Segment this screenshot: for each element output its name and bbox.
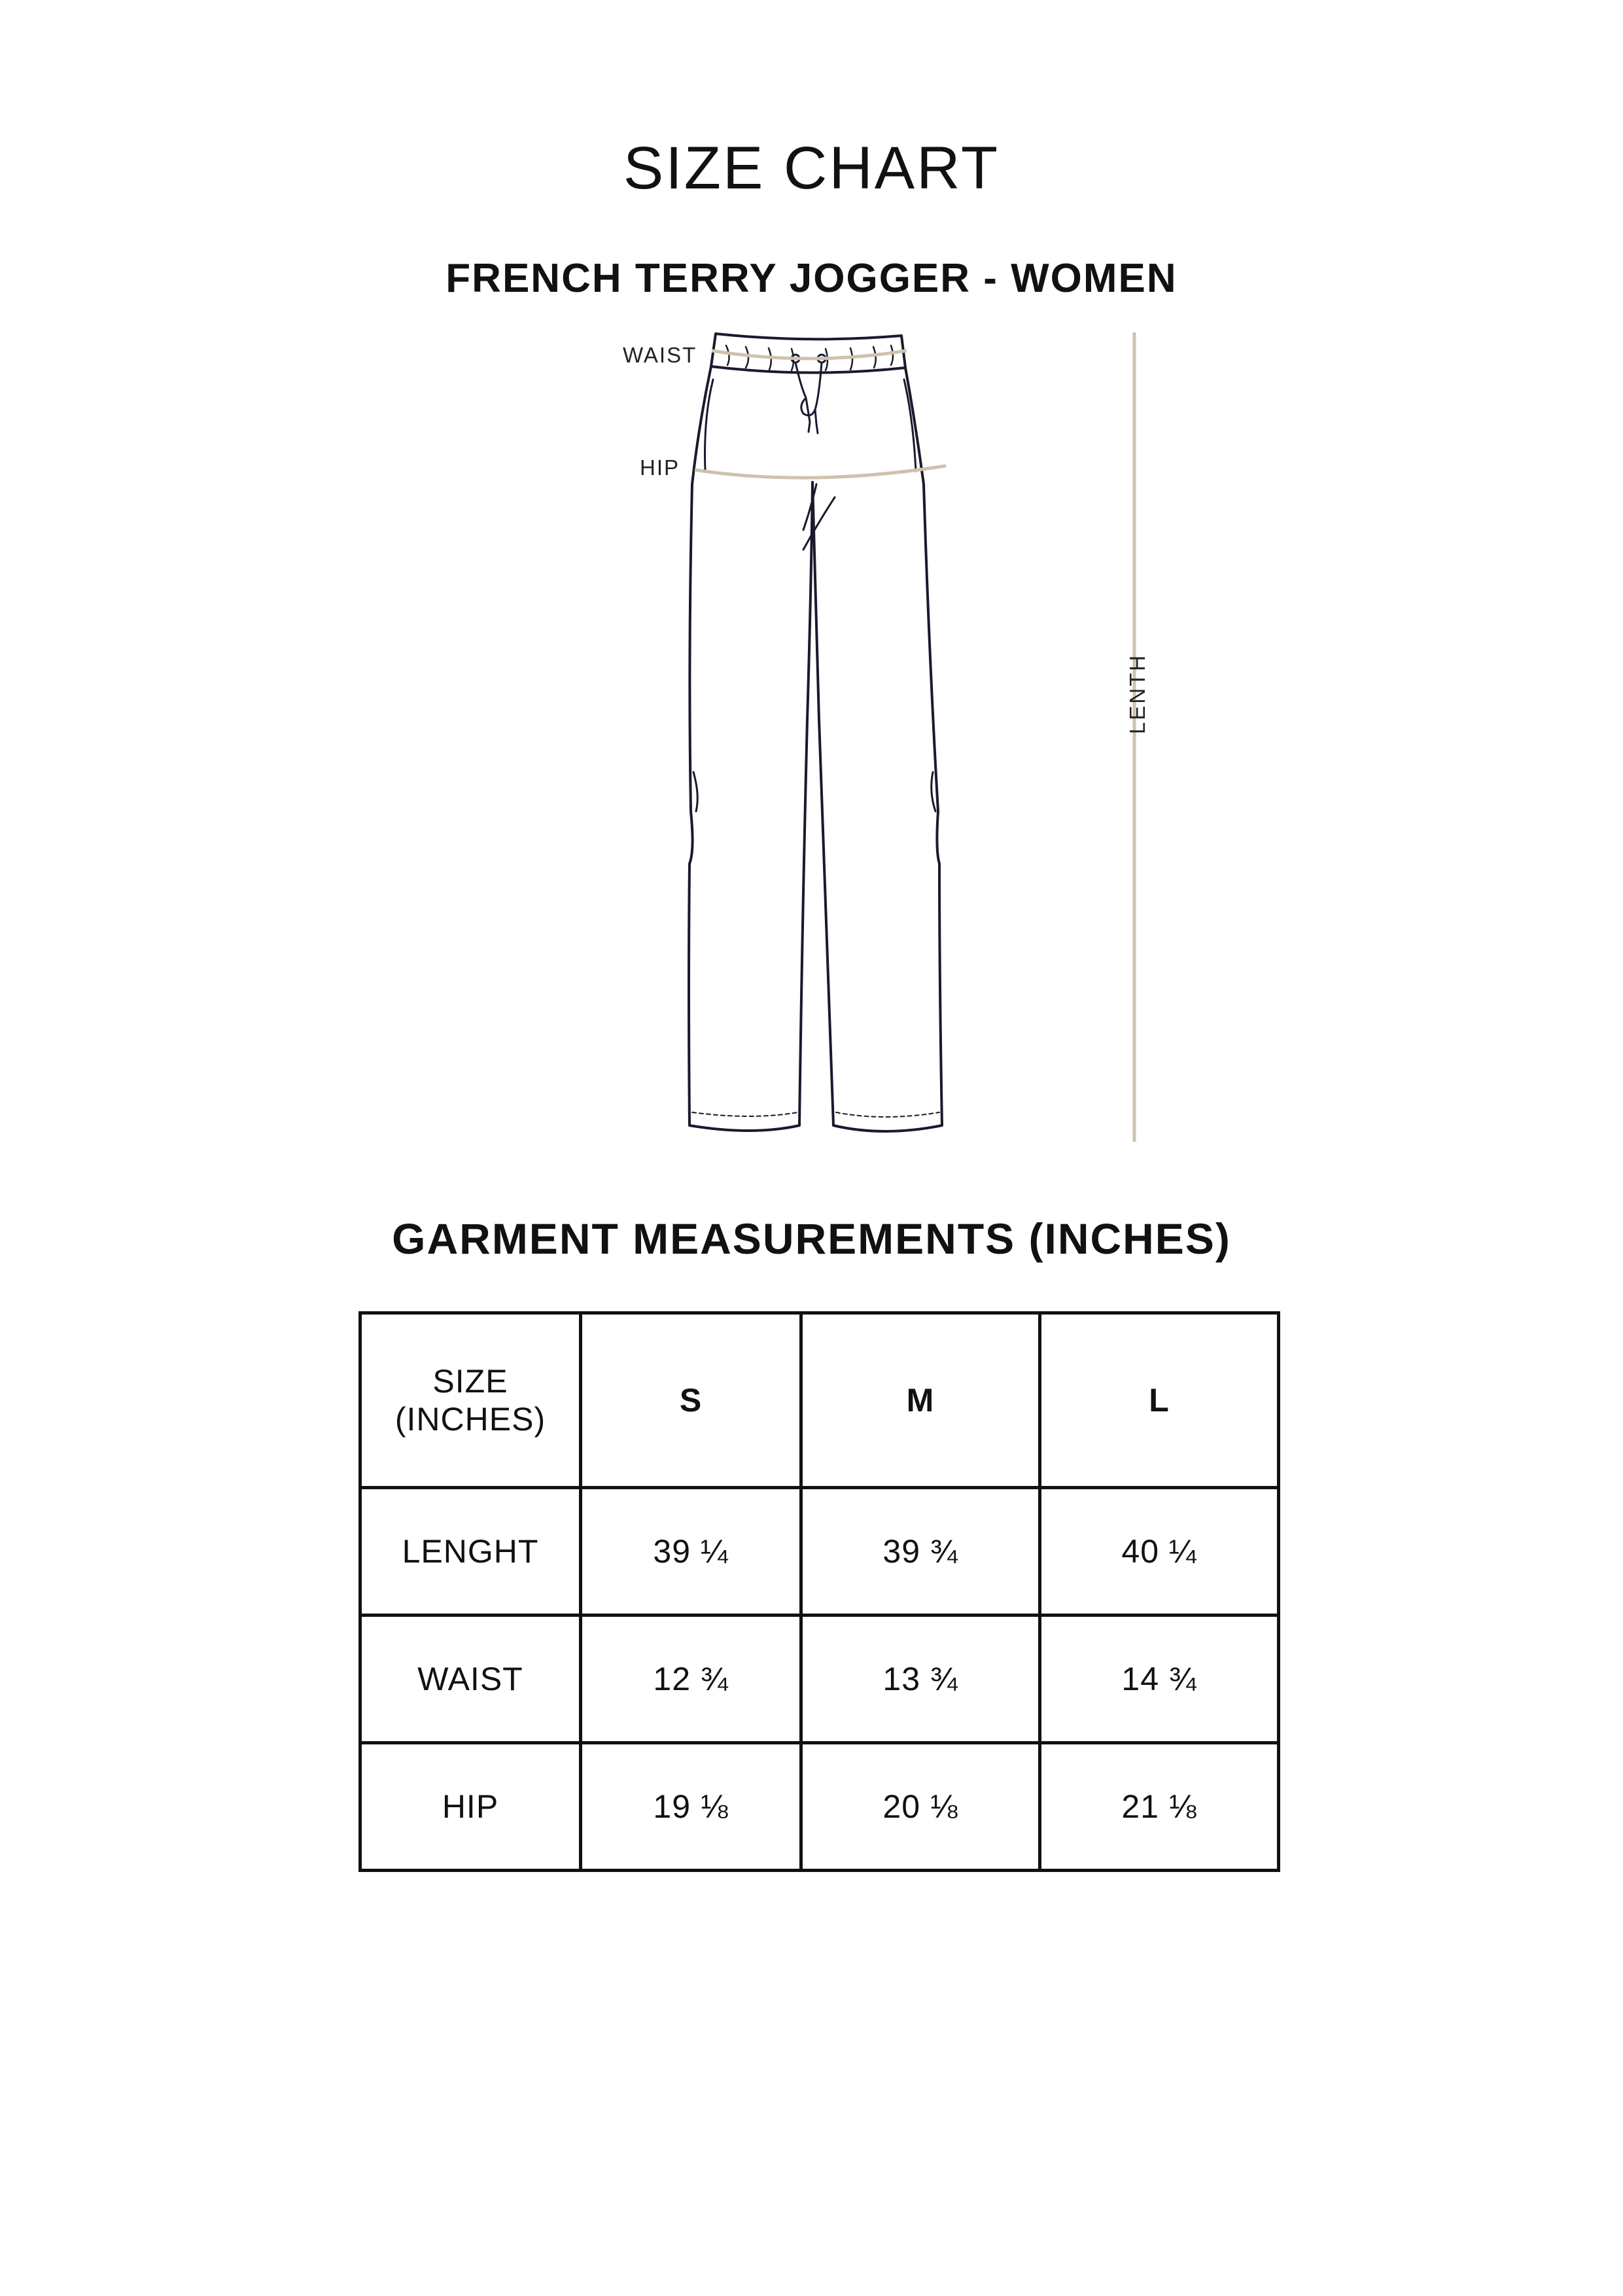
measurements-heading: GARMENT MEASUREMENTS (INCHES) — [392, 1214, 1231, 1263]
right-leg-outline — [812, 368, 942, 1131]
table-row-waist — [360, 1616, 1279, 1743]
size-table — [358, 1311, 1280, 1872]
row-label-hip: HIP — [360, 1743, 581, 1871]
waist-l-value: 14 ¾ — [1040, 1616, 1279, 1743]
hip-measure-line — [695, 466, 946, 478]
size-header-s: S — [581, 1313, 801, 1488]
length-l-value: 40 ¼ — [1040, 1488, 1279, 1616]
hip-m-value: 20 ⅛ — [801, 1743, 1040, 1871]
table-row-length — [360, 1488, 1279, 1616]
hip-s-value: 19 ⅛ — [581, 1743, 801, 1871]
waist-measure-line — [712, 351, 907, 359]
jogger-outline — [689, 334, 942, 1131]
waist-s-value: 12 ¾ — [581, 1616, 801, 1743]
table-row-hip — [360, 1743, 1279, 1871]
corner-label-unit: (INCHES) — [394, 1401, 546, 1438]
corner-cell — [360, 1313, 581, 1488]
waist-m-value: 13 ¾ — [801, 1616, 1040, 1743]
page-title: SIZE CHART — [623, 135, 1000, 202]
row-label-waist: WAIST — [360, 1616, 581, 1743]
product-name: FRENCH TERRY JOGGER - WOMEN — [445, 256, 1178, 301]
hip-label: HIP — [640, 455, 680, 480]
length-m-value: 39 ¾ — [801, 1488, 1040, 1616]
corner-label-size: SIZE — [432, 1363, 508, 1400]
hip-l-value: 21 ⅛ — [1040, 1743, 1279, 1871]
table-header-row — [360, 1313, 1279, 1488]
length-s-value: 39 ¼ — [581, 1488, 801, 1616]
size-header-m: M — [801, 1313, 1040, 1488]
size-header-l: L — [1040, 1313, 1279, 1488]
left-leg-outline — [689, 366, 812, 1131]
waist-label: WAIST — [623, 343, 697, 367]
length-label: LENTH — [1125, 653, 1149, 734]
row-label-length: LENGHT — [360, 1488, 581, 1616]
